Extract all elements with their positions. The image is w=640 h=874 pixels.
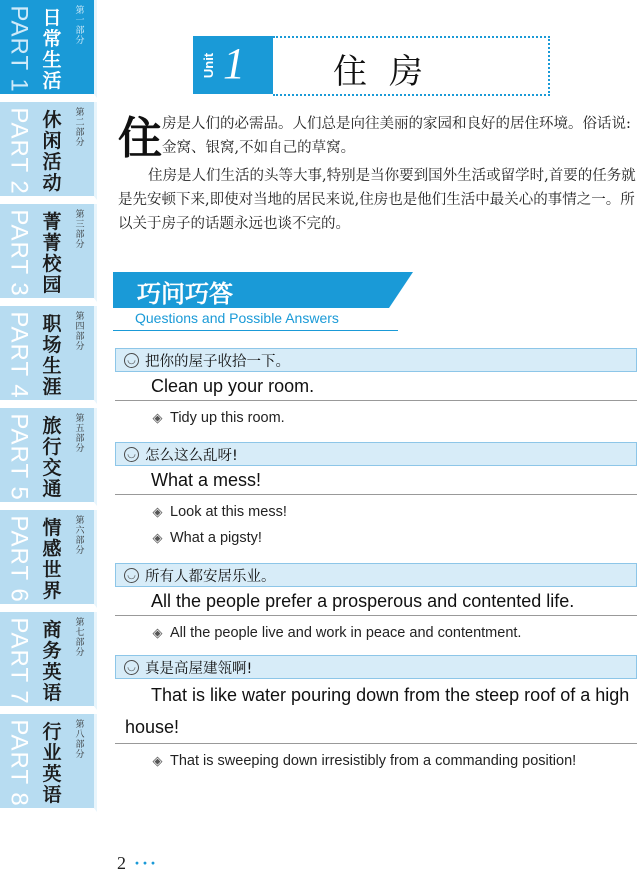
qa-alternative: ◈ That is sweeping down irresistibly from a commanding position! (115, 748, 637, 774)
qa-alternative: ◈ What a pigsty! (115, 525, 637, 551)
qa-question-cn: 怎么这么乱呀! (145, 447, 238, 464)
tab-title: 行业英语 (42, 721, 62, 806)
tab-part-label: PART 4 (6, 311, 33, 399)
tab-part-label: PART 2 (6, 107, 33, 195)
tab-part-4[interactable] (0, 306, 97, 404)
qa-alternative: ◈ All the people live and work in peace and contentment. (115, 620, 637, 646)
smiley-icon: ◡ (124, 660, 139, 675)
tab-part-number: 第六部分 (75, 516, 85, 556)
unit-title-box (273, 36, 550, 96)
tab-part-number: 第五部分 (75, 414, 85, 454)
tab-part-number: 第七部分 (75, 618, 85, 658)
qa-alternative: ◈ Look at this mess! (115, 499, 637, 525)
qa-answer-en: What a mess! (115, 466, 637, 495)
smiley-icon: ◡ (124, 447, 139, 462)
tab-part-label: PART 5 (6, 413, 33, 501)
section-banner (113, 272, 423, 330)
qa-question-cn: 真是高屋建瓴啊! (145, 660, 253, 677)
section-title-en: Questions and Possible Answers (135, 310, 339, 326)
qa-question-cn: 所有人都安居乐业。 (145, 568, 276, 585)
unit-number: 1 (223, 39, 245, 88)
unit-label-box (193, 36, 273, 94)
intro-paragraph-2: 住房是人们生活的头等大事,特别是当你要到国外生活或留学时,首要的任务就是先安顿下来,即使对当地的居民来说,住房也是他们生活中最关心的事情之一。所以关于房子的话题永远也谈不完的。 (118, 168, 636, 232)
tab-title: 休闲活动 (42, 109, 62, 194)
smiley-icon: ◡ (124, 353, 139, 368)
tab-part-number: 第三部分 (75, 210, 85, 250)
tab-part-label: PART 3 (6, 209, 33, 297)
intro-dropcap: 住 (118, 113, 162, 164)
tab-title: 职场生涯 (42, 313, 62, 398)
tab-part-number: 第八部分 (75, 720, 85, 760)
qa-item (115, 348, 637, 431)
qa-alternative: ◈ Tidy up this room. (115, 405, 637, 431)
tab-part-label: PART 8 (6, 719, 33, 807)
tab-title: 旅行交通 (42, 415, 62, 500)
diamond-bullet-icon: ◈ (152, 530, 163, 545)
qa-answer-en: Clean up your room. (115, 372, 637, 401)
diamond-bullet-icon: ◈ (152, 504, 163, 519)
tab-part-7[interactable] (0, 612, 97, 710)
tab-part-number: 第四部分 (75, 312, 85, 352)
qa-item (115, 442, 637, 551)
unit-label: Unit (201, 52, 217, 78)
page-number: 2 (117, 853, 126, 873)
tab-part-label: PART 6 (6, 515, 33, 603)
tab-part-2[interactable] (0, 102, 97, 200)
tab-part-1[interactable] (0, 0, 97, 98)
unit-title: 住房 (333, 52, 445, 92)
qa-answer-en: All the people prefer a prosperous and contented life. (115, 587, 637, 616)
footer-dots: ··· (134, 853, 159, 873)
qa-question-cn: 把你的屋子收拾一下。 (145, 353, 290, 370)
unit-header (193, 36, 550, 94)
tab-title: 商务英语 (42, 619, 62, 704)
smiley-icon: ◡ (124, 568, 139, 583)
tab-part-number: 第二部分 (75, 108, 85, 148)
section-title-cn: 巧问巧答 (137, 280, 233, 308)
tab-part-number: 第一部分 (75, 6, 85, 46)
tab-part-6[interactable] (0, 510, 97, 608)
tab-part-label: PART 1 (6, 5, 33, 93)
qa-item (115, 563, 637, 646)
qa-item (115, 655, 637, 774)
tab-title: 日常生活 (42, 7, 62, 92)
intro-paragraph-1: 房是人们的必需品。人们总是向往美丽的家园和良好的居住环境。俗话说:金窝、银窝,不如自己的草窝。 (162, 116, 631, 156)
tab-part-8[interactable] (0, 714, 97, 812)
tab-title: 情感世界 (42, 517, 62, 602)
diamond-bullet-icon: ◈ (152, 753, 163, 768)
qa-answer-en: That is like water pouring down from the steep roof of a high house! (115, 679, 637, 744)
diamond-bullet-icon: ◈ (152, 625, 163, 640)
page-footer (117, 853, 158, 874)
tab-part-label: PART 7 (6, 617, 33, 705)
tab-part-5[interactable] (0, 408, 97, 506)
diamond-bullet-icon: ◈ (152, 410, 163, 425)
tab-title: 菁菁校园 (42, 211, 62, 296)
tab-part-3[interactable] (0, 204, 97, 302)
